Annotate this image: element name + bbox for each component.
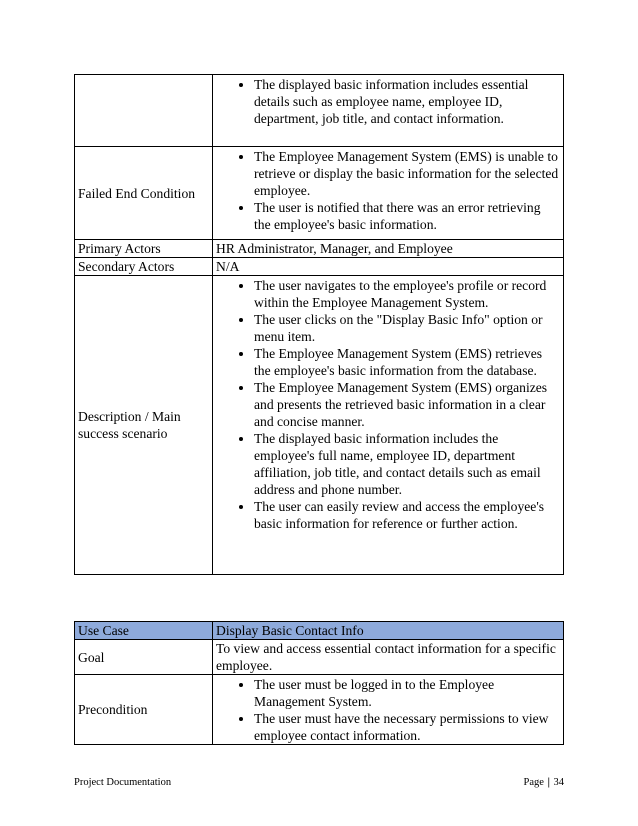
list-item: • The displayed basic information includes the employee's full name, employee ID, department affiliation, job title, and contact details such as email address and phone number.: [254, 430, 560, 498]
list-item: • The user can easily review and access the employee's basic information for reference or further action.: [254, 498, 560, 532]
row-value: Display Basic Contact Info: [213, 622, 564, 640]
table-cell-empty: [75, 75, 213, 147]
bullet-list: [216, 148, 560, 233]
list-item: • The user must be logged in to the Employee Management System.: [254, 676, 560, 710]
list-item: • The user clicks on the "Display Basic Info" option or menu item.: [254, 311, 560, 345]
footer-document-title: Project Documentation: [74, 777, 172, 788]
bullet-list: [216, 676, 560, 744]
page-number-value: 34: [553, 777, 564, 788]
table-row-secondary-actors: [75, 258, 564, 276]
page-label: Page: [523, 777, 544, 788]
row-value: N/A: [213, 258, 564, 276]
list-item: • The user must have the necessary permissions to view employee contact information.: [254, 710, 560, 744]
bullet-list: [216, 277, 560, 532]
table-row: [75, 75, 564, 147]
use-case-table-display-basic-contact-info: [74, 621, 564, 745]
page-separator: |: [547, 777, 550, 788]
row-value: To view and access essential contact information for a specific employee.: [213, 640, 564, 675]
table-header-row: [75, 622, 564, 640]
row-label: Description / Main success scenario: [75, 276, 213, 575]
row-label: Use Case: [75, 622, 213, 640]
table-cell: [213, 147, 564, 240]
bullet-list: [216, 76, 560, 127]
row-label: Secondary Actors: [75, 258, 213, 276]
table-cell: [213, 75, 564, 147]
table-row-primary-actors: [75, 240, 564, 258]
page-number: [524, 776, 564, 789]
row-label: Failed End Condition: [75, 147, 213, 240]
table-row-precondition: [75, 675, 564, 745]
list-item: • The user navigates to the employee's profile or record within the Employee Management System.: [254, 277, 560, 311]
list-item: • The Employee Management System (EMS) retrieves the employee's basic information from the database.: [254, 345, 560, 379]
table-row-failed-end-condition: [75, 147, 564, 240]
row-label: Goal: [75, 640, 213, 675]
table-row-description: [75, 276, 564, 575]
list-item: • The displayed basic information includes essential details such as employee name, employee ID, department, job title, and contact information.: [254, 76, 560, 127]
list-item: • The Employee Management System (EMS) organizes and presents the retrieved basic information in a clear and concise manner.: [254, 379, 560, 430]
use-case-table-continued: [74, 74, 564, 575]
table-row-goal: [75, 640, 564, 675]
row-label: Precondition: [75, 675, 213, 745]
row-label: Primary Actors: [75, 240, 213, 258]
table-cell: [213, 276, 564, 575]
list-item: • The Employee Management System (EMS) is unable to retrieve or display the basic information for the selected employee.: [254, 148, 560, 199]
list-item: • The user is notified that there was an error retrieving the employee's basic information.: [254, 199, 560, 233]
row-value: HR Administrator, Manager, and Employee: [213, 240, 564, 258]
table-cell: [213, 675, 564, 745]
